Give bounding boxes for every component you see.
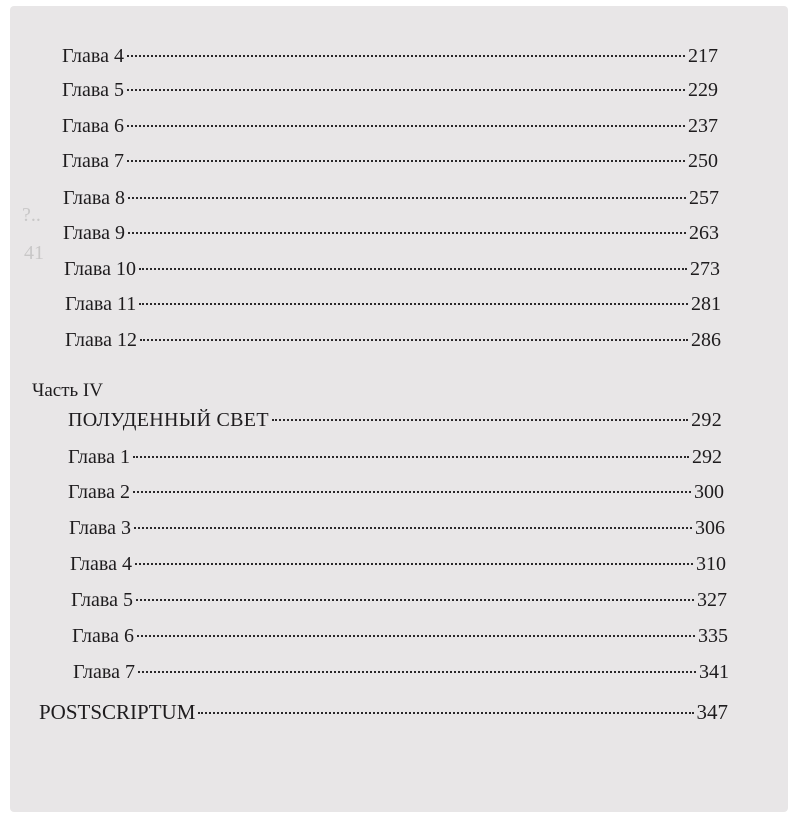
chapter-label: Глава 12 — [65, 329, 137, 351]
toc-entry — [65, 292, 721, 316]
chapter-label: Глава 7 — [73, 661, 135, 683]
toc-entry — [71, 588, 727, 612]
chapter-label: Глава 11 — [65, 293, 137, 315]
chapter-label: Глава 6 — [72, 625, 134, 647]
chapter-label: Глава 2 — [68, 481, 130, 503]
chapter-label: Глава 5 — [62, 79, 124, 101]
bleed-through-mark: 41 — [24, 242, 44, 264]
dot-leader — [139, 268, 687, 270]
page-number: 347 — [696, 700, 728, 724]
toc-entry — [68, 480, 724, 504]
toc-entry — [70, 552, 726, 576]
postscriptum-label: POSTSCRIPTUM — [39, 700, 196, 724]
dot-leader — [127, 55, 685, 57]
toc-entry — [73, 660, 729, 684]
chapter-label: Глава 10 — [64, 258, 136, 280]
chapter-label: Глава 3 — [69, 517, 131, 539]
page-number: 292 — [692, 446, 722, 468]
page-number: 237 — [688, 115, 718, 137]
chapter-label: Глава 5 — [71, 589, 133, 611]
chapter-label: Глава 6 — [62, 115, 124, 137]
section-title-label: ПОЛУДЕННЫЙ СВЕТ — [68, 409, 269, 431]
dot-leader — [139, 303, 688, 305]
chapter-label: Глава 9 — [63, 222, 125, 244]
page-number: 292 — [691, 409, 722, 431]
page-number: 310 — [696, 553, 726, 575]
dot-leader — [128, 232, 686, 234]
page-number: 341 — [699, 661, 729, 683]
page-number: 327 — [697, 589, 727, 611]
toc-entry — [72, 624, 728, 648]
chapter-label: Глава 4 — [70, 553, 132, 575]
toc-entry — [62, 78, 718, 102]
toc-entry — [63, 221, 719, 245]
dot-leader — [127, 89, 685, 91]
page-number: 335 — [698, 625, 728, 647]
dot-leader — [133, 491, 691, 493]
dot-leader — [133, 456, 689, 458]
page-number: 229 — [688, 79, 718, 101]
chapter-label: Глава 1 — [68, 446, 130, 468]
dot-leader — [137, 635, 695, 637]
page-number: 300 — [694, 481, 724, 503]
dot-leader — [140, 339, 688, 341]
bleed-through-mark: ?.. — [22, 204, 41, 226]
page-number: 281 — [691, 293, 721, 315]
page-number: 257 — [689, 187, 719, 209]
dot-leader — [127, 160, 685, 162]
toc-entry-postscriptum — [39, 700, 728, 724]
dot-leader — [135, 563, 693, 565]
dot-leader — [128, 197, 686, 199]
page-number: 263 — [689, 222, 719, 244]
chapter-label: Глава 4 — [62, 45, 124, 67]
dot-leader — [272, 419, 688, 421]
toc-entry-section-title — [68, 408, 722, 432]
page-number: 306 — [695, 517, 725, 539]
dot-leader — [134, 527, 692, 529]
chapter-label: Глава 7 — [62, 150, 124, 172]
page-number: 286 — [691, 329, 721, 351]
chapter-label: Глава 8 — [63, 187, 125, 209]
part-heading: Часть IV — [32, 380, 103, 401]
toc-entry — [68, 445, 722, 469]
dot-leader — [138, 671, 696, 673]
dot-leader — [198, 712, 693, 714]
book-page — [10, 6, 788, 812]
toc-entry — [64, 257, 720, 281]
page-number: 273 — [690, 258, 720, 280]
toc-entry — [63, 186, 719, 210]
toc-entry — [69, 516, 725, 540]
toc-entry — [62, 149, 718, 173]
toc-entry — [65, 328, 721, 352]
dot-leader — [136, 599, 694, 601]
toc-entry — [62, 44, 718, 68]
page-number: 250 — [688, 150, 718, 172]
dot-leader — [127, 125, 685, 127]
toc-entry — [62, 114, 718, 138]
page-number: 217 — [688, 45, 718, 67]
